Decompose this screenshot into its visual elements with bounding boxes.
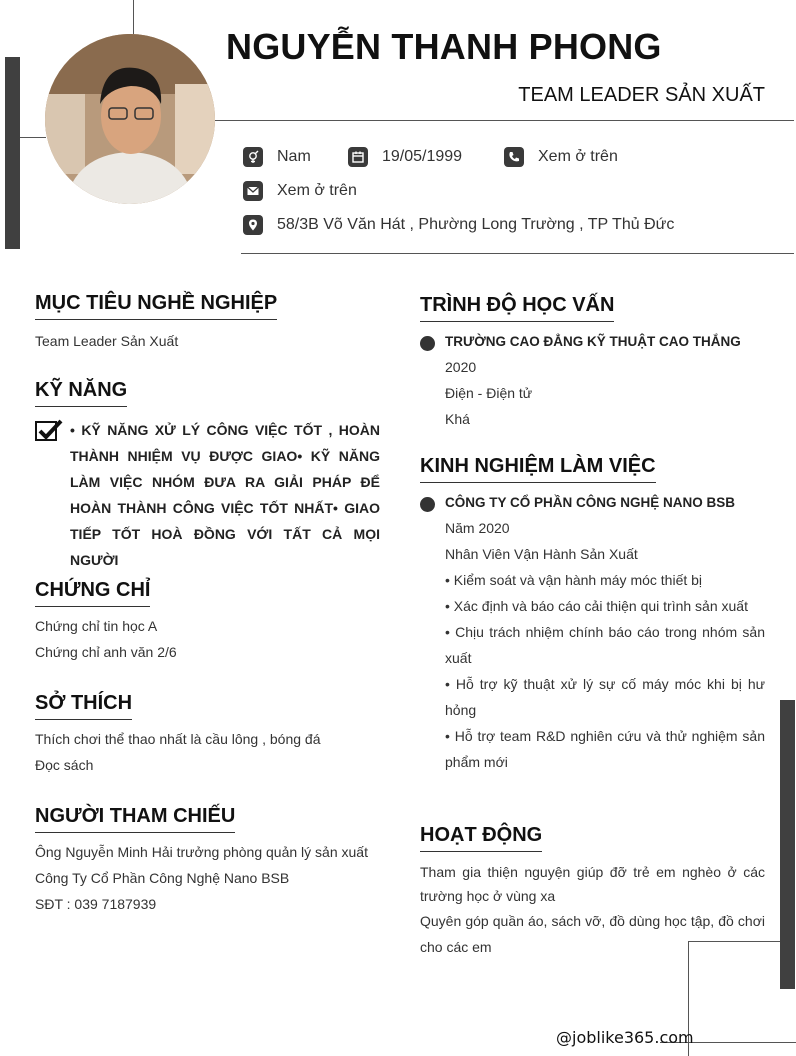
email-icon — [243, 181, 263, 201]
objective-text: Team Leader Sản Xuất — [35, 333, 179, 349]
full-name: NGUYỄN THANH PHONG — [226, 26, 662, 67]
birthday-value: 19/05/1999 — [382, 148, 463, 165]
education-major: Điện - Điện tử — [445, 385, 533, 401]
references-section — [35, 805, 380, 917]
footer-watermark: @joblike365.com — [556, 1028, 694, 1047]
header-divider-top — [215, 120, 794, 121]
header-divider-bottom — [241, 253, 794, 254]
phone-icon — [504, 147, 524, 167]
school-name: TRƯỜNG CAO ĐẲNG KỸ THUẬT CAO THẮNG — [445, 334, 741, 349]
experience-year: Năm 2020 — [445, 520, 510, 536]
duty-item: • Hỗ trợ team R&D nghiên cứu và thử nghiệm sản phẩm mới — [445, 728, 765, 770]
skills-title: KỸ NĂNG — [35, 379, 127, 407]
skills-text: • KỸ NĂNG XỬ LÝ CÔNG VIỆC TỐT , HOÀN THÀNH NHIỆM VỤ ĐƯỢC GIAO• KỸ NĂNG LÀM VIỆC NHÓM ĐƯA RA GIẢI PHÁP ĐỂ HOÀN THÀNH CÔNG VIỆC TỐT NHẤT• GIAO TIẾP TỐT HOÀ ĐỒNG VỚI TẤT CẢ MỌI NGƯỜI — [70, 422, 380, 568]
calendar-icon — [348, 147, 368, 167]
location-icon — [243, 215, 263, 235]
avatar — [45, 34, 215, 204]
certificate-item: Chứng chỉ tin học A — [35, 618, 158, 634]
gender-value: Nam — [277, 148, 311, 165]
objective-title: MỤC TIÊU NGHỀ NGHIỆP — [35, 292, 277, 320]
activity-item: Tham gia thiện nguyện giúp đỡ trẻ em nghèo ở các trường học ở vùng xa — [420, 864, 765, 904]
education-grade: Khá — [445, 411, 470, 427]
certificates-section — [35, 579, 380, 665]
education-section — [420, 294, 765, 322]
certificates-title: CHỨNG CHỈ — [35, 579, 150, 607]
education-details — [445, 330, 765, 432]
phone-value: Xem ở trên — [538, 148, 618, 165]
experience-section — [420, 455, 765, 483]
experience-title: KINH NGHIỆM LÀM VIỆC — [420, 455, 656, 483]
experience-bullet — [420, 497, 435, 512]
duty-item: • Hỗ trợ kỹ thuật xử lý sự cố máy móc khi bị hư hỏng — [445, 676, 765, 718]
education-bullet — [420, 336, 435, 351]
duty-item: • Kiểm soát và vận hành máy móc thiết bị — [445, 572, 703, 588]
skills-section — [35, 379, 380, 407]
certificate-item: Chứng chỉ anh văn 2/6 — [35, 644, 177, 660]
duty-item: • Chịu trách nhiệm chính báo cáo trong nhóm sản xuất — [445, 624, 765, 666]
education-title: TRÌNH ĐỘ HỌC VẤN — [420, 294, 614, 322]
duty-item: • Xác định và báo cáo cải thiện qui trình sản xuất — [445, 598, 748, 614]
email-info — [243, 181, 357, 201]
birthday-info — [348, 147, 462, 167]
gender-icon — [243, 147, 263, 167]
email-value: Xem ở trên — [277, 182, 357, 199]
activities-title: HOẠT ĐỘNG — [420, 824, 542, 852]
experience-details — [445, 491, 765, 775]
left-horizontal-line — [20, 137, 46, 138]
job-title: TEAM LEADER SẢN XUẤT — [518, 84, 765, 106]
reference-item: SĐT : 039 7187939 — [35, 896, 157, 912]
hobby-item: Thích chơi thể thao nhất là cầu lông , bóng đá — [35, 731, 321, 747]
activities-section — [420, 824, 765, 960]
company-name: CÔNG TY CỔ PHẦN CÔNG NGHỆ NANO BSB — [445, 495, 736, 510]
references-title: NGƯỜI THAM CHIẾU — [35, 805, 235, 833]
experience-position: Nhân Viên Vận Hành Sản Xuất — [445, 546, 638, 562]
left-accent-bar — [5, 57, 20, 249]
reference-item: Ông Nguyễn Minh Hải trưởng phòng quản lý sản xuất — [35, 844, 368, 860]
top-vertical-line — [133, 0, 134, 36]
reference-item: Công Ty Cổ Phần Công Nghệ Nano BSB — [35, 870, 290, 886]
education-year: 2020 — [445, 359, 477, 375]
address-info — [243, 215, 674, 235]
hobbies-title: SỞ THÍCH — [35, 692, 132, 720]
checkbox-icon — [35, 419, 61, 441]
phone-info — [504, 147, 618, 167]
right-accent-bar — [780, 700, 795, 989]
address-value: 58/3B Võ Văn Hát , Phường Long Trường , TP Thủ Đức — [277, 216, 675, 233]
objective-section — [35, 292, 380, 354]
hobby-item: Đọc sách — [35, 757, 94, 773]
gender-info — [243, 147, 311, 167]
hobbies-section — [35, 692, 380, 778]
activity-item: Quyên góp quần áo, sách vỡ, đồ dùng học tập, đồ chơi cho các em — [420, 913, 765, 955]
